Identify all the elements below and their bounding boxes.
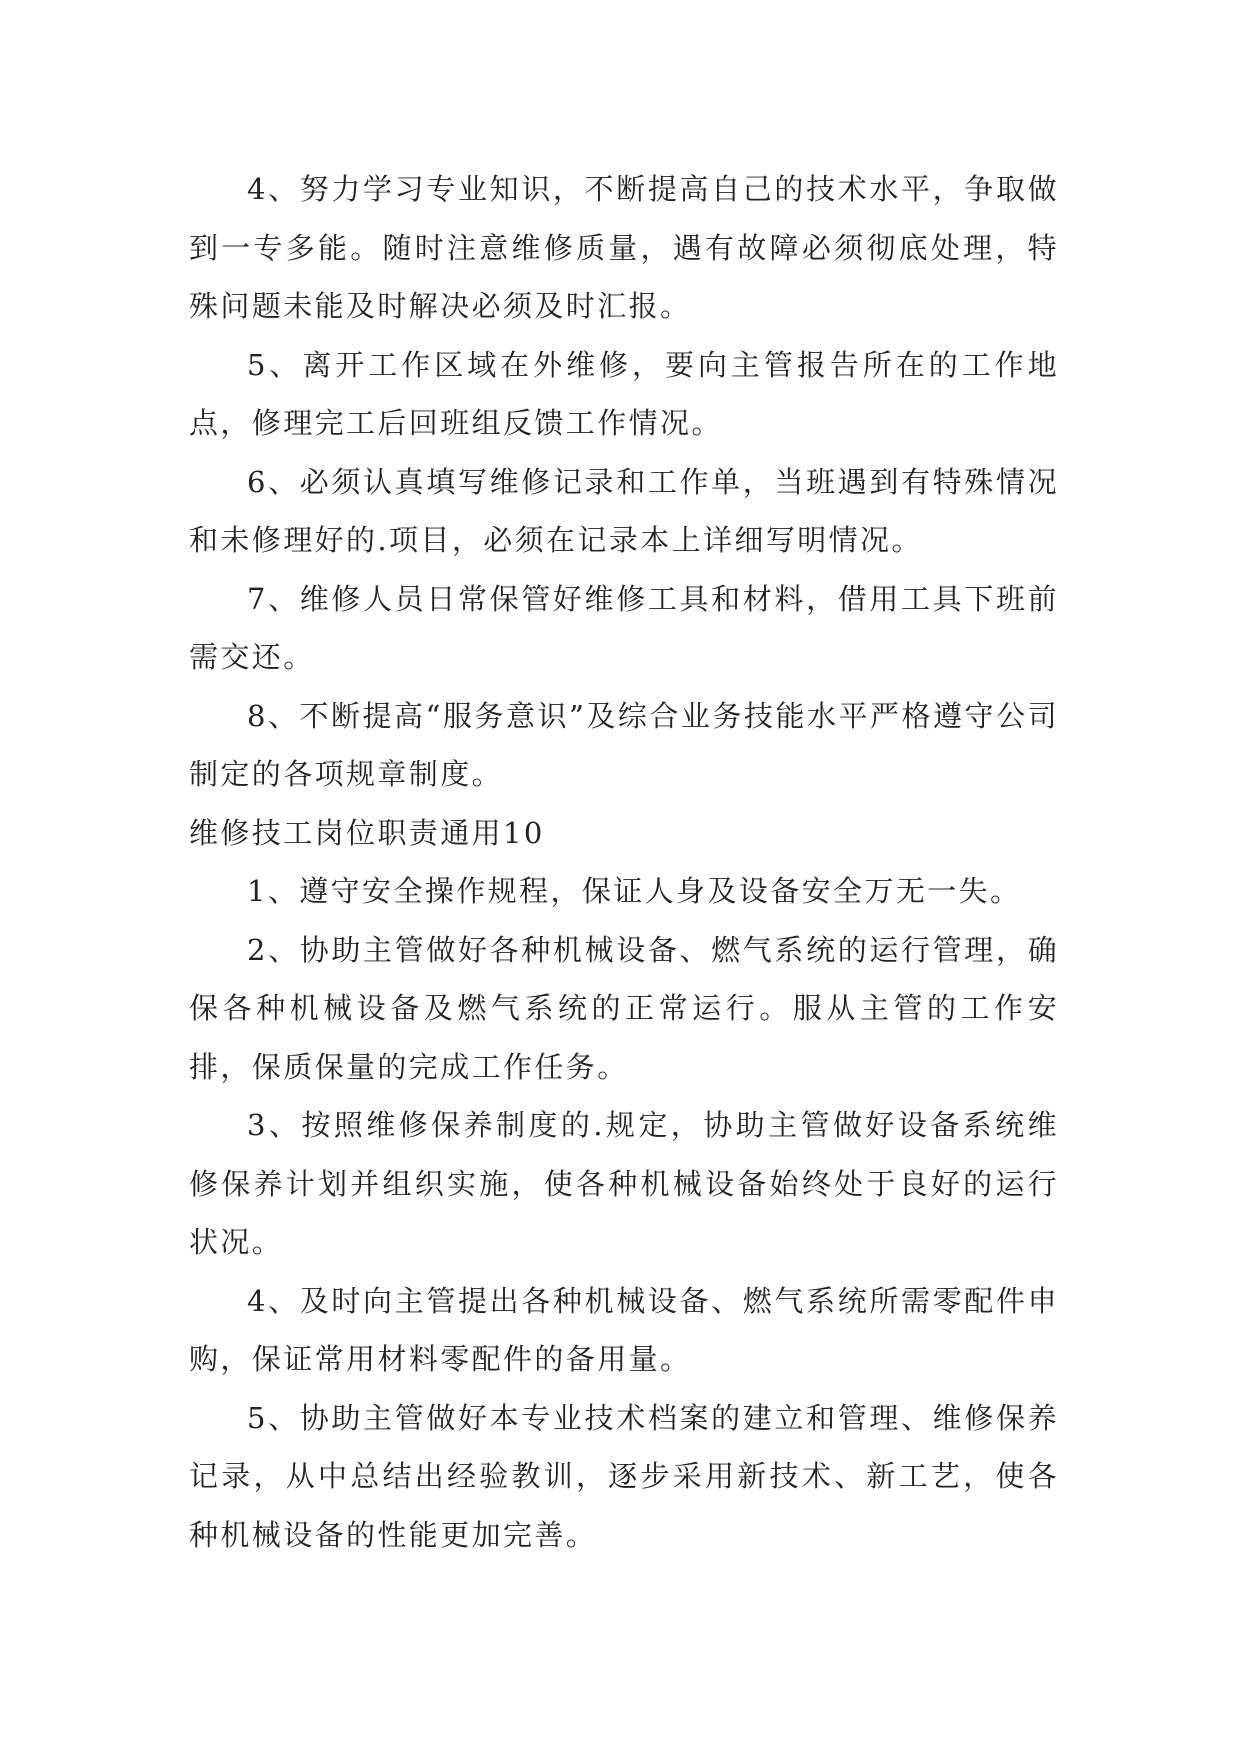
paragraph-item-5: 5、离开工作区域在外维修，要向主管报告所在的工作地点，修理完工后回班组反馈工作情况。 [189,347,1059,440]
paragraph-item-6: 6、必须认真填写维修记录和工作单，当班遇到有特殊情况和未修理好的.项目，必须在记录本上详细写明情况。 [189,464,1059,557]
paragraph-item-4: 4、努力学习专业知识，不断提高自己的技术水平，争取做到一专多能。随时注意维修质量，遇有故障必须彻底处理，特殊问题未能及时解决必须及时汇报。 [189,172,1059,323]
paragraph-item-2: 2、协助主管做好各种机械设备、燃气系统的运行管理，确保各种机械设备及燃气系统的正常运行。服从主管的工作安排，保质保量的完成工作任务。 [189,932,1059,1084]
section-heading: 维修技工岗位职责通用10 [189,815,545,850]
paragraph-item-1: 1、遵守安全操作规程，保证人身及设备安全万无一失。 [247,874,1022,908]
paragraph-item-5b: 5、协助主管做好本专业技术档案的建立和管理、维修保养记录，从中总结出经验教训，逐步采用新技术、新工艺，使各种机械设备的性能更加完善。 [189,1400,1059,1552]
paragraph-item-8: 8、不断提高“服务意识”及综合业务技能水平严格遵守公司制定的各项规章制度。 [189,698,1059,791]
document-body [189,160,1059,1564]
paragraph-item-7: 7、维修人员日常保管好维修工具和材料，借用工具下班前需交还。 [189,581,1059,674]
paragraph-item-3: 3、按照维修保养制度的.规定，协助主管做好设备系统维修保养计划并组织实施，使各种机械设备始终处于良好的运行状况。 [189,1108,1059,1259]
paragraph-item-4b: 4、及时向主管提出各种机械设备、燃气系统所需零配件申购，保证常用材料零配件的备用量。 [189,1283,1059,1376]
